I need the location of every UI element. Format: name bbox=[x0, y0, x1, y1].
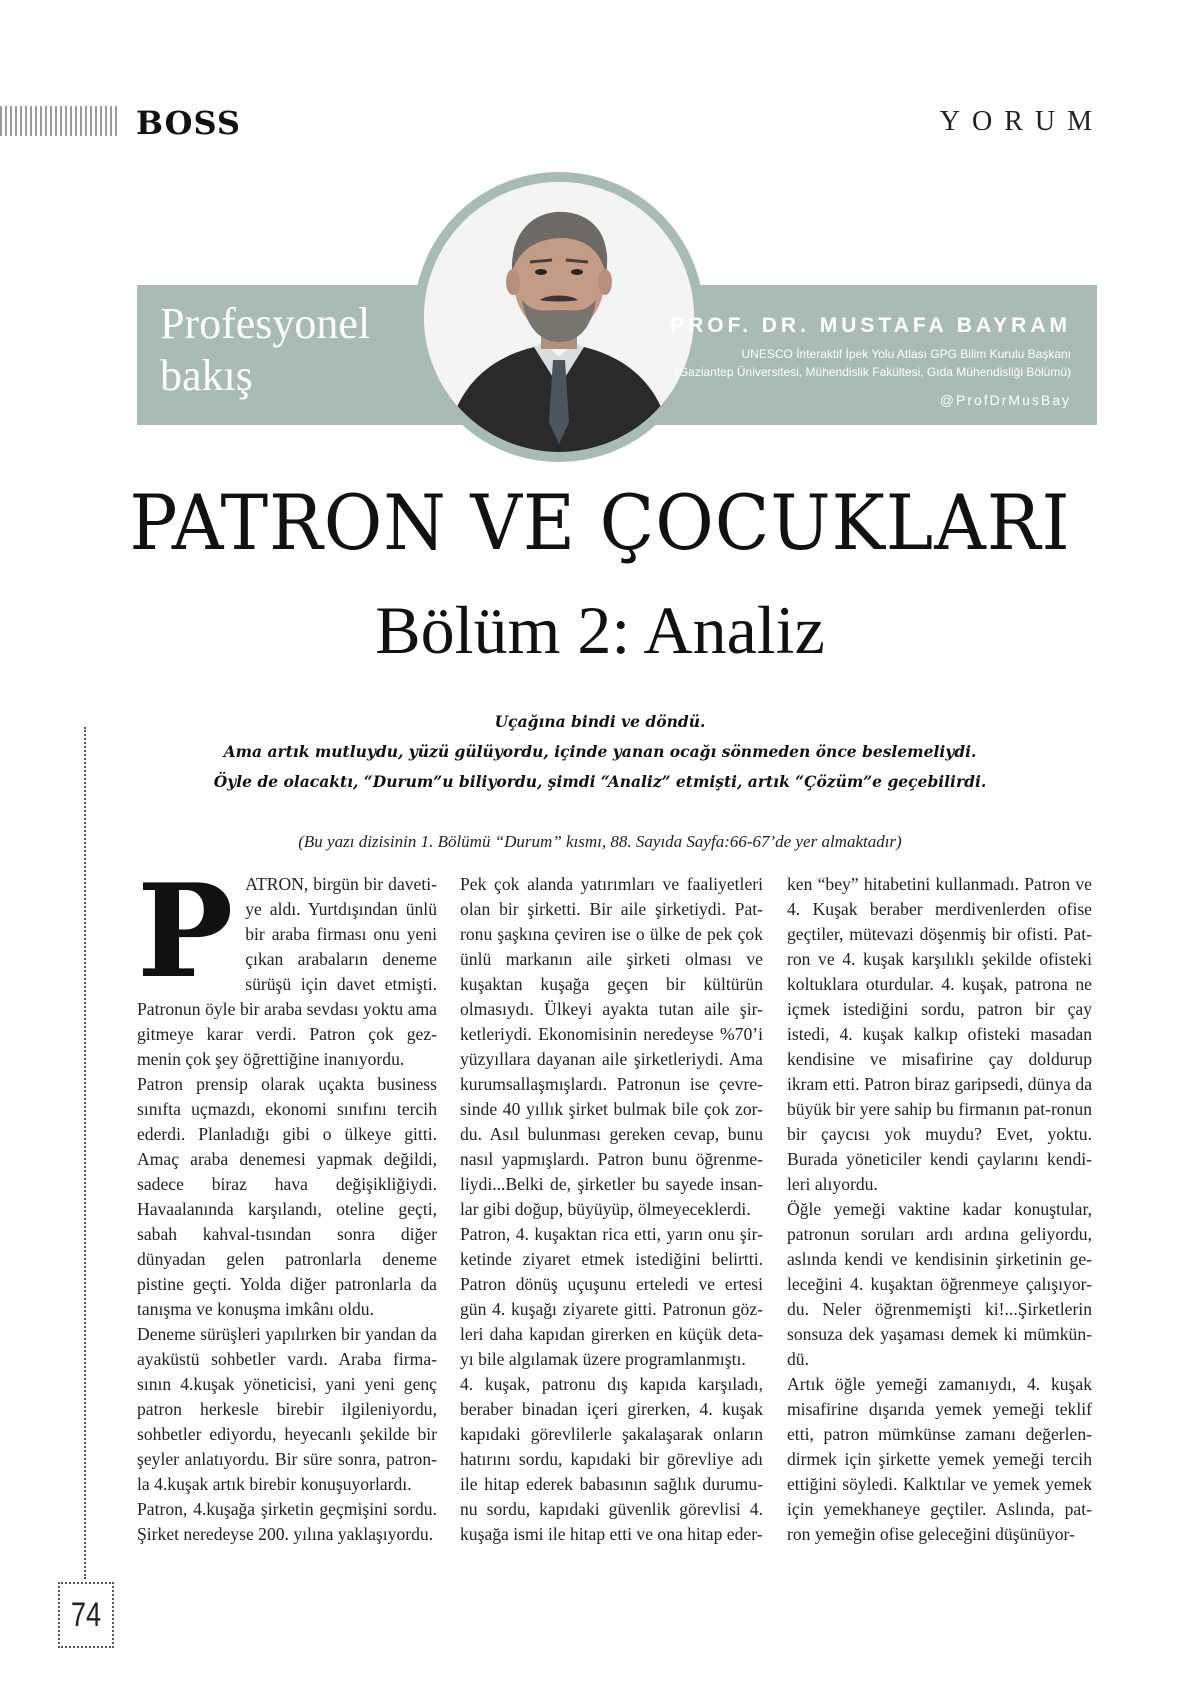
drop-cap: P bbox=[137, 857, 234, 1007]
author-title-line2: (Gaziantep Üniversitesi, Mühendislik Fakültesi, Gıda Mühendisliği Bölümü) bbox=[674, 365, 1071, 379]
intro-line-2: Ama artık mutluydu, yüzü gülüyordu, içinde yanan ocağı sönmeden önce beslemeliydi. bbox=[223, 742, 977, 761]
paragraph: ken “bey” hitabetini kullanmadı. Patron ve 4. Kuşak beraber merdivenlerden ofise geçtiler, mütevazi döşenmiş bir ofisti. Pat-ron ve 4. kuşak karşılıklı şekilde ofisteki koltuklara oturdular. 4. kuşak, patrona ne içmek istediğini sordu, patron bir çay istedi, 4. kuşak kalkıp ofisteki masadan kendisine ve misafirine çay doldurup ikram etti. Patron biraz garipsedi, dünya da büyük bir yere sahip bu firmanın pat-ronun bir çaycısı yok muydu? Evet, yoktu. Burada yöneticiler kendi çaylarını kendi-leri alıyordu. bbox=[787, 874, 1092, 1194]
intro-line-3: Öyle de olacaktı, “Durum”u biliyordu, şimdi “Analiz” etmişti, artık “Çözüm”e geçebilirdi. bbox=[213, 772, 987, 791]
paragraph: ATRON, birgün bir daveti-ye aldı. Yurtdışından ünlü bir araba firması onu yeni çıkan arabaların deneme sürüşü için davet etmişti. Patronun öyle bir araba sevdası yoktu ama gitmeye karar verdi. Patron çok gez-menin çok şey öğrettiğine inanıyordu. bbox=[137, 874, 437, 1069]
article-subtitle: Bölüm 2: Analiz bbox=[375, 592, 825, 668]
article-column-2 bbox=[460, 872, 763, 1547]
column-name-line1: Profesyonel bbox=[160, 299, 371, 348]
author-portrait bbox=[424, 182, 694, 452]
section-label: YORUM bbox=[939, 106, 1104, 137]
author-social-handle: @ProfDrMusBay bbox=[939, 392, 1071, 408]
article-column-3 bbox=[787, 872, 1092, 1547]
paragraph: Patron prensip olarak uçakta business sınıfta uçmazdı, ekonomi sınıfını tercih ederdi. Planladığı gibi o ülkeye gitti. Amaç araba denemesi yapmak değildi, sadece biraz hava değişikliğiydi. Havaalanında karşılandı, oteline geçti, sabah kahval-tısından sonra diğer dünyadan gelen patronlarla deneme pistine geçti. Yolda diğer patronlarla da tanışma ve konuşma imkânı oldu. bbox=[137, 1074, 437, 1319]
paragraph: Pek çok alanda yatırımları ve faaliyetleri olan bir şirketti. Bir aile şirketiydi. Pat-ronu şaşkına çeviren ise o ülke de pek çok ünlü markanın aile şirketi olması ve kuşaktan kuşağa geçen bir kültürün olmasıydı. Ülkeyi ayakta tutan aile şir-ketleriydi. Ekonomisinin neredeyse %70’i yüzyıllara dayanan aile şirketleriydi. Ama kurumsallaşmışlardı. Patronun ise çevre-sinde 40 yıllık şirket bulmak bile çok zor-du. Asıl bulunması gereken cevap, bunu nasıl yapmışlardı. Patron bunu öğrenme-liydi...Belki de, şirketler bu sayede insan-lar gibi doğup, büyüyüp, ölmeyeceklerdi. bbox=[460, 874, 763, 1219]
series-note: (Bu yazı dizisinin 1. Bölümü “Durum” kısmı, 88. Sayıda Sayfa:66-67’de yer almaktadır) bbox=[298, 832, 902, 851]
paragraph: Deneme sürüşleri yapılırken bir yandan da ayaküstü sohbetler vardı. Araba firma-sının 4.kuşak yöneticisi, yani yeni genç patron herkesle birebir ilgileniyordu, sohbetler ediyordu, heyecanlı şekilde bir şeyler anlatıyordu. Bir süre sonra, patron-la 4.kuşak artık birebir konuşuyorlardı. bbox=[137, 1324, 437, 1494]
column-name-line2: bakış bbox=[160, 351, 253, 400]
paragraph: Patron, 4. kuşaktan rica etti, yarın onu şir-ketinde ziyaret etmek istediğini belirtti. Patron dönüş uçuşunu erteledi ve ertesi gün 4. kuşağı ziyarete gitti. Patronun göz-leri daha kapıdan girerken en küçük deta-yı bile algılamak üzere programlanmıştı. bbox=[460, 1224, 763, 1369]
author-title-line1: UNESCO İnteraktif İpek Yolu Atlası GPG Bilim Kurulu Başkanı bbox=[741, 347, 1071, 361]
column-name bbox=[160, 298, 370, 402]
article-column-1 bbox=[137, 857, 437, 1547]
paragraph: Öğle yemeği vaktine kadar konuştular, patronun soruları ardı ardına geliyordu, aslında kendi ve kendisinin şirketinin ge-leceğini 4. kuşaktan öğrenmeye çalışıyor-du. Neler öğrenmemişti ki!...Şirketlerin sonsuza dek yaşaması demek ki mümkün-dü. bbox=[787, 1199, 1092, 1369]
intro-line-1: Uçağına bindi ve döndü. bbox=[494, 712, 706, 731]
paragraph: Patron, 4.kuşağa şirketin geçmişini sordu. Şirket neredeyse 200. yılına yaklaşıyordu. bbox=[137, 1499, 437, 1544]
paragraph: 4. kuşak, patronu dış kapıda karşıladı, beraber binadan içeri girerken, 4. kuşak kapıdaki görevlilerle şakalaşarak onların hatırını sordu, kapıdaki bir görevliye adı ile hitap ederek babasının sağlık durumu-nu sordu, kapıdaki güvenlik görevlisi 4. kuşağa ismi ile hitap etti ve ona hitap eder- bbox=[460, 1374, 763, 1544]
page-number: 74 bbox=[70, 1596, 102, 1634]
margin-dotted-rule bbox=[84, 727, 86, 1579]
paragraph: Artık öğle yemeği zamanıydı, 4. kuşak misafirine dışarıda yemek yemeği teklif etti, patron mümkünse zamanı değerlen-dirmek için şirkette yemek yemeği tercih ettiğini söyledi. Kalktılar ve yemek yemek için yemekhaneye geçtiler. Aslında, pat-ron yemeğin ofise geleceğini düşünüyor- bbox=[787, 1374, 1092, 1544]
article-title: PATRON VE ÇOCUKLARI bbox=[129, 478, 1071, 567]
author-portrait-illustration bbox=[424, 182, 694, 452]
brand-logo: BOSS bbox=[136, 104, 242, 142]
author-name: PROF. DR. MUSTAFA BAYRAM bbox=[670, 314, 1071, 337]
header-stripe-decoration bbox=[0, 106, 118, 136]
